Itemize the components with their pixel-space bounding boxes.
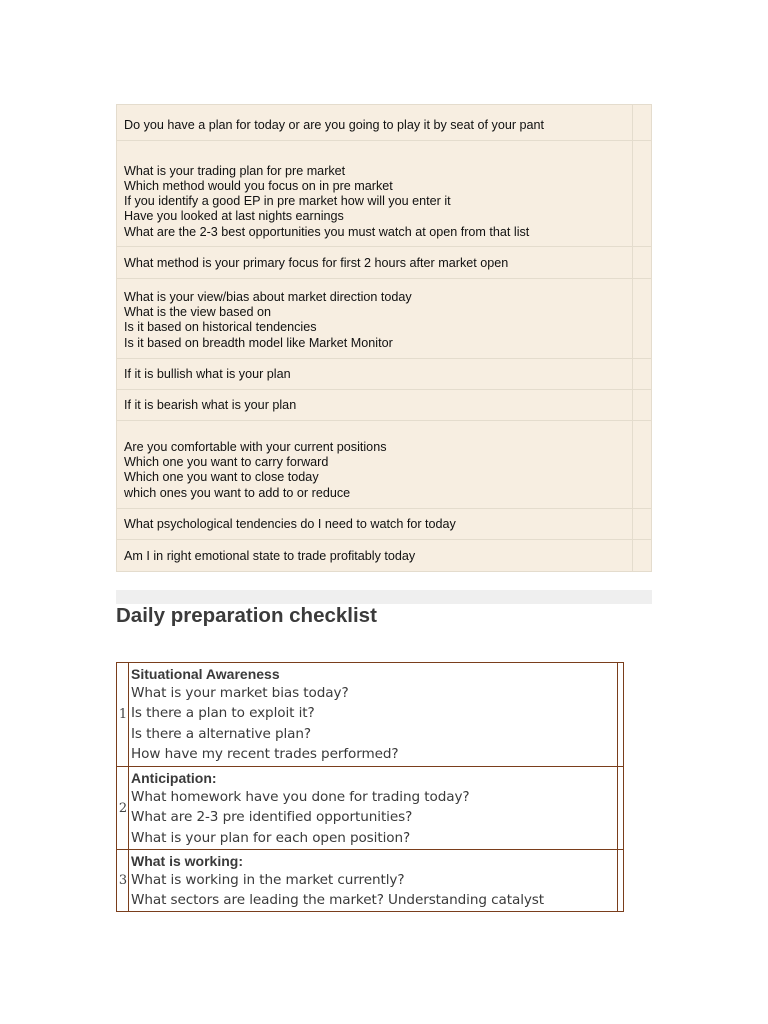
checklist-row xyxy=(117,767,623,850)
question-cell xyxy=(117,105,632,140)
checklist-number: 2 xyxy=(117,767,129,849)
checklist-item: How have my recent trades performed? xyxy=(131,746,399,763)
question-text: Is it based on breadth model like Market Monitor xyxy=(124,335,393,350)
checklist-title: Situational Awareness xyxy=(131,666,280,682)
question-text: Which one you want to close today xyxy=(124,470,319,485)
checklist-item: What is working in the market currently? xyxy=(131,872,405,888)
question-row xyxy=(117,421,651,509)
question-text: Have you looked at last nights earnings xyxy=(124,209,344,224)
question-row xyxy=(117,390,651,421)
section-divider xyxy=(116,590,652,604)
checklist-item: What sectors are leading the market? Understanding catalyst xyxy=(131,892,545,909)
question-row xyxy=(117,540,651,571)
checklist-content xyxy=(129,850,617,911)
checklist-item: What are 2-3 pre identified opportunities? xyxy=(131,809,413,826)
question-row xyxy=(117,247,651,279)
question-row xyxy=(117,509,651,540)
question-cell xyxy=(117,421,632,508)
question-cell xyxy=(117,141,632,246)
question-cell xyxy=(117,540,632,571)
question-text: If it is bullish what is your plan xyxy=(124,366,291,381)
checklist-title: Anticipation: xyxy=(131,770,217,786)
checklist-row xyxy=(117,663,623,767)
question-row xyxy=(117,105,651,141)
checklist-number: 1 xyxy=(117,663,129,766)
question-cell xyxy=(117,247,632,278)
question-row xyxy=(117,279,651,359)
question-text: What method is your primary focus for first 2 hours after market open xyxy=(124,255,509,270)
question-row xyxy=(117,359,651,390)
question-text: What is your trading plan for pre market xyxy=(124,163,346,178)
question-table xyxy=(116,104,652,572)
question-text: What psychological tendencies do I need to watch for today xyxy=(124,516,456,531)
question-text: Which method would you focus on in pre market xyxy=(124,178,393,193)
question-row xyxy=(117,141,651,247)
checklist-table xyxy=(116,662,624,912)
question-text: If you identify a good EP in pre market how will you enter it xyxy=(124,194,451,209)
question-cell xyxy=(117,390,632,420)
page-heading: Daily preparation checklist xyxy=(116,604,377,627)
question-text: Am I in right emotional state to trade profitably today xyxy=(124,548,416,563)
question-text: which ones you want to add to or reduce xyxy=(124,485,351,500)
question-cell xyxy=(117,279,632,358)
checklist-item: What homework have you done for trading today? xyxy=(131,789,470,805)
checklist-item: Is there a alternative plan? xyxy=(131,725,312,742)
checklist-item: What is your plan for each open position? xyxy=(131,829,411,846)
checklist-item: Is there a plan to exploit it? xyxy=(131,705,315,722)
checklist-content xyxy=(129,663,617,766)
question-text: Do you have a plan for today or are you going to play it by seat of your pant xyxy=(124,117,545,132)
question-text: Is it based on historical tendencies xyxy=(124,320,317,335)
checklist-title: What is working: xyxy=(131,853,243,869)
checklist-number: 3 xyxy=(117,850,129,911)
question-text: If it is bearish what is your plan xyxy=(124,397,297,412)
question-cell xyxy=(117,359,632,389)
question-text: What are the 2-3 best opportunities you must watch at open from that list xyxy=(124,224,530,239)
question-cell xyxy=(117,509,632,539)
checklist-item: What is your market bias today? xyxy=(131,685,349,701)
question-text: Are you comfortable with your current positions xyxy=(124,439,387,454)
question-text: What is your view/bias about market direction today xyxy=(124,289,412,304)
question-text: What is the view based on xyxy=(124,305,272,320)
question-text: Which one you want to carry forward xyxy=(124,455,329,470)
checklist-content xyxy=(129,767,617,849)
checklist-row xyxy=(117,850,623,911)
